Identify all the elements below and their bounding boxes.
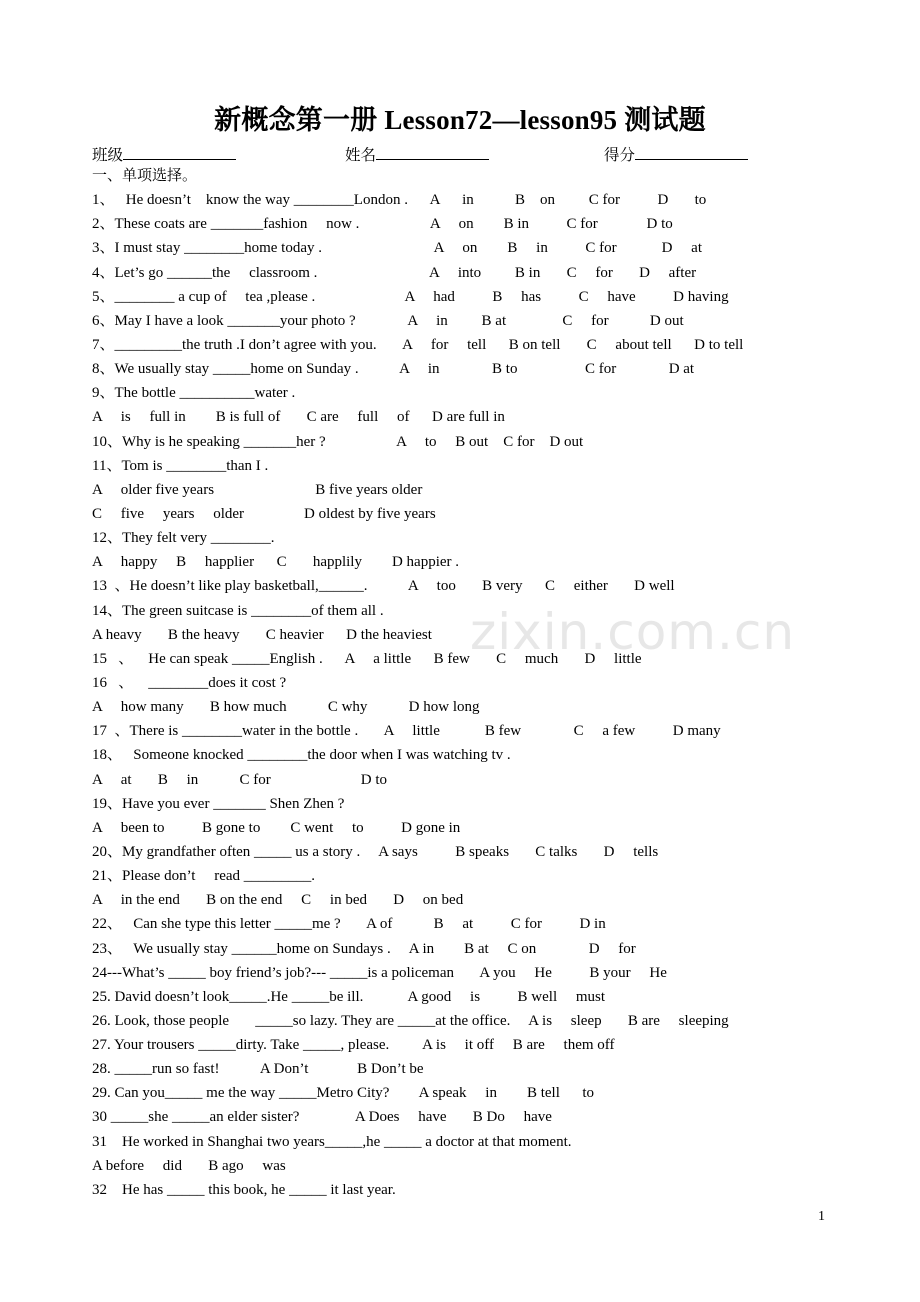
question-line: 11、Tom is ________than I . bbox=[92, 457, 269, 474]
class-label: 班级 bbox=[92, 147, 124, 164]
question-line: 5、________ a cup of tea ,please . A had B has C have D having bbox=[92, 288, 729, 305]
question-line: 2、These coats are _______fashion now . A on B in C for D to bbox=[92, 216, 673, 233]
question-line: A heavy B the heavy C heavier D the heaviest bbox=[92, 626, 432, 643]
page-title: 新概念第一册 Lesson72—lesson95 测试题 bbox=[214, 105, 706, 135]
question-line: 31 He worked in Shanghai two years_____,he _____ a doctor at that moment. bbox=[92, 1133, 572, 1150]
question-line: 10、Why is he speaking _______her ? A to B out C for D out bbox=[92, 433, 584, 450]
score-blank[interactable] bbox=[635, 144, 748, 160]
question-list bbox=[92, 164, 892, 1202]
question-line: 29. Can you_____ me the way _____Metro City? A speak in B tell to bbox=[92, 1085, 595, 1102]
question-line: C five years older D oldest by five years bbox=[92, 505, 436, 522]
page-number: 1 bbox=[818, 1209, 825, 1224]
question-line: 16 、 ________does it cost ? bbox=[92, 674, 287, 691]
question-line: 32 He has _____ this book, he _____ it last year. bbox=[92, 1181, 396, 1198]
question-line: A in the end B on the end C in bed D on bed bbox=[92, 892, 464, 909]
class-blank[interactable] bbox=[123, 144, 236, 160]
question-line: A at B in C for D to bbox=[92, 771, 387, 788]
question-line: 19、Have you ever _______ Shen Zhen ? bbox=[92, 795, 345, 812]
question-line: A how many B how much C why D how long bbox=[92, 699, 480, 716]
question-line: 22、 Can she type this letter _____me ? A of B at C for D in bbox=[92, 916, 606, 933]
question-line: 21、Please don’t read _________. bbox=[92, 868, 316, 885]
question-line: 17 、There is ________water in the bottle . A little B few C a few D many bbox=[92, 723, 721, 740]
question-line: 18、 Someone knocked ________the door when I was watching tv . bbox=[92, 747, 511, 764]
question-line: A before did B ago was bbox=[92, 1157, 286, 1174]
question-line: 14、The green suitcase is ________of them all . bbox=[92, 602, 384, 619]
name-blank[interactable] bbox=[376, 144, 489, 160]
question-line: 12、They felt very ________. bbox=[92, 530, 275, 547]
question-line: 3、I must stay ________home today . A on B in C for D at bbox=[92, 240, 702, 257]
question-line: 1、 He doesn’t know the way ________London . A in B on C for D to bbox=[92, 192, 707, 209]
watermark: zixin.com.cn bbox=[470, 603, 796, 661]
name-label: 姓名 bbox=[345, 147, 377, 164]
question-line: 4、Let’s go ______the classroom . A into B in C for D after bbox=[92, 264, 697, 281]
question-line: 26. Look, those people _____so lazy. They are _____at the office. A is sleep B are sleeping bbox=[92, 1012, 729, 1029]
question-line: 24---What’s _____ boy friend’s job?--- _____is a policeman A you He B your He bbox=[92, 964, 667, 981]
question-line: 13 、He doesn’t like play basketball,______. A too B very C either D well bbox=[92, 578, 675, 595]
section-heading: 一、单项选择。 bbox=[92, 168, 198, 184]
question-line: A been to B gone to C went to D gone in bbox=[92, 819, 461, 836]
class-field bbox=[92, 143, 236, 165]
question-line: 6、May I have a look _______your photo ? A in B at C for D out bbox=[92, 312, 684, 329]
name-field bbox=[345, 143, 489, 165]
question-line: 9、The bottle __________water . bbox=[92, 385, 296, 402]
question-line: 27. Your trousers _____dirty. Take _____, please. A is it off B are them off bbox=[92, 1037, 615, 1054]
question-line: 15 、 He can speak _____English . A a little B few C much D little bbox=[92, 650, 642, 667]
question-line: A older five years B five years older bbox=[92, 481, 423, 498]
question-line: 30 _____she _____an elder sister? A Does have B Do have bbox=[92, 1109, 552, 1126]
score-field bbox=[604, 143, 748, 165]
score-label: 得分 bbox=[604, 147, 636, 164]
question-line: A is full in B is full of C are full of D are full in bbox=[92, 409, 505, 426]
question-line: 8、We usually stay _____home on Sunday . A in B to C for D at bbox=[92, 361, 695, 378]
question-line: A happy B happlier C happlily D happier . bbox=[92, 554, 460, 571]
question-line: 23、 We usually stay ______home on Sundays . A in B at C on D for bbox=[92, 940, 636, 957]
question-line: 25. David doesn’t look_____.He _____be ill. A good is B well must bbox=[92, 988, 606, 1005]
question-line: 20、My grandfather often _____ us a story . A says B speaks C talks D tells bbox=[92, 843, 659, 860]
question-line: 7、_________the truth .I don’t agree with you. A for tell B on tell C about tell D to tell bbox=[92, 336, 744, 353]
question-line: 28. _____run so fast! A Don’t B Don’t be bbox=[92, 1061, 424, 1078]
